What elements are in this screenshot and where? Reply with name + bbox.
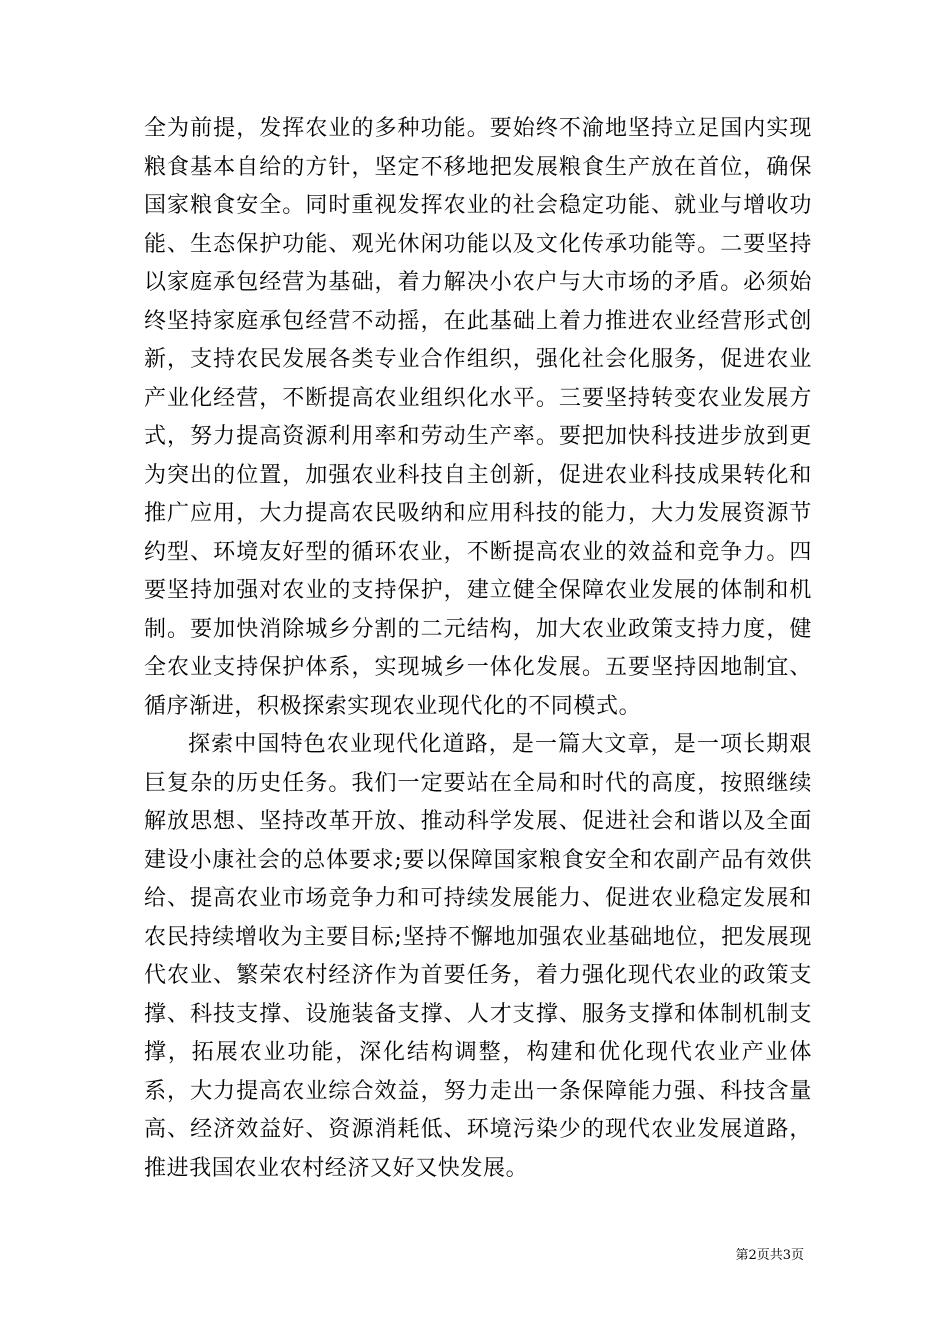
paragraph-1: 全为前提，发挥农业的多种功能。要始终不渝地坚持立足国内实现粮食基本自给的方针，坚定不移地把发展粮食生产放在首位，确保国家粮食安全。同时重视发挥农业的社会稳定功能、就业与增收功能、生态保护功能、观光休闲功能以及文化传承功能等。二要坚持以家庭承包经营为基础，着力解决小农户与大市场的矛盾。必须始终坚持家庭承包经营不动摇，在此基础上着力推进农业经营形式创新，支持农民发展各类专业合作组织，强化社会化服务，促进农业产业化经营，不断提高农业组织化水平。三要坚持转变农业发展方式，努力提高资源利用率和劳动生产率。要把加快科技进步放到更为突出的位置，加强农业科技自主创新，促进农业科技成果转化和推广应用，大力提高农民吸纳和应用科技的能力，大力发展资源节约型、环境友好型的循环农业，不断提高农业的效益和竞争力。四要坚持加强对农业的支持保护，建立健全保障农业发展的体制和机制。要加快消除城乡分割的二元结构，加大农业政策支持力度，健全农业支持保护体系，实现城乡一体化发展。五要坚持因地制宜、循序渐进，积极探索实现农业现代化的不同模式。	[144, 116, 812, 719]
paragraph-2: 探索中国特色农业现代化道路，是一篇大文章，是一项长期艰巨复杂的历史任务。我们一定要站在全局和时代的高度，按照继续解放思想、坚持改革开放、推动科学发展、促进社会和谐以及全面建设小康社会的总体要求;要以保障国家粮食安全和农副产品有效供给、提高农业市场竞争力和可持续发展能力、促进农业稳定发展和农民持续增收为主要目标;坚持不懈地加强农业基础地位，把发展现代农业、繁荣农村经济作为首要任务，着力强化现代农业的政策支撑、科技支撑、设施装备支撑、人才支撑、服务支撑和体制机制支撑，拓展农业功能，深化结构调整，构建和优化现代农业产业体系，大力提高农业综合效益，努力走出一条保障能力强、科技含量高、经济效益好、资源消耗低、环境污染少的现代农业发展道路，推进我国农业农村经济又好又快发展。	[144, 732, 812, 1181]
body-text	[144, 110, 812, 1188]
page-number-footer: 第2页共3页	[735, 1248, 804, 1263]
